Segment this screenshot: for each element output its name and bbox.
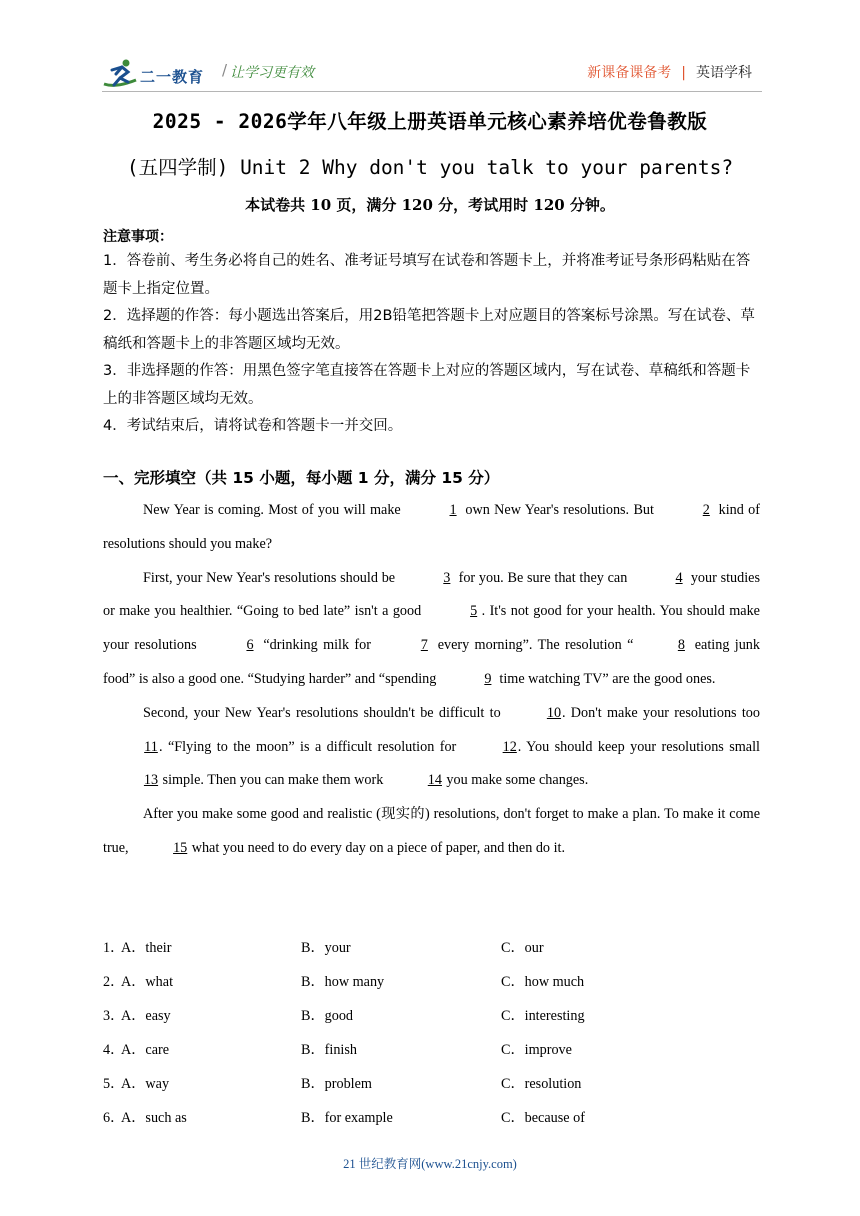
notice-item: 1．答卷前、考生务必将自己的姓名、准考证号填写在试卷和答题卡上，并将准考证号条形码粘贴在答题卡上指定位置。 xyxy=(103,253,751,297)
option-a: A．such as xyxy=(121,1110,187,1126)
option-b: B．your xyxy=(301,940,351,956)
section-heading: 一、完形填空（共 15 小题，每小题 1 分，满分 15 分） xyxy=(103,469,500,487)
option-c: C．resolution xyxy=(501,1076,582,1092)
slogan: 让学习更有效 xyxy=(230,65,314,81)
exam-info: 本试卷共 10 页，满分 120 分，考试用时 120 分钟。 xyxy=(245,196,615,214)
passage-text: own New Year's resolutions. But xyxy=(461,502,659,518)
running-figure-icon xyxy=(102,58,140,90)
question-number: 2． xyxy=(103,974,125,990)
passage-text: kind of resolutions should you make? xyxy=(103,502,760,552)
option-row xyxy=(103,1067,763,1101)
answer-blank[interactable]: 12 xyxy=(502,738,517,755)
question-number: 1． xyxy=(103,940,125,956)
passage-text: . “Flying to the moon” is a difficult resolution for xyxy=(159,738,462,755)
exam-title: 2025 - 2026学年八年级上册英语单元核心素养培优卷鲁教版 xyxy=(152,110,708,133)
option-b: B．good xyxy=(301,1008,354,1024)
passage-text: you make some changes. xyxy=(442,772,589,789)
passage-paragraph xyxy=(103,798,760,866)
answer-blank[interactable]: 5 xyxy=(470,603,478,620)
passage-text: Second, your New Year's resolutions shouldn't be difficult to xyxy=(143,704,506,721)
question-number: 5． xyxy=(103,1076,125,1092)
cloze-passage xyxy=(103,494,760,866)
answer-blank[interactable]: 15 xyxy=(173,839,188,856)
answer-blank[interactable]: 3 xyxy=(443,569,451,586)
option-b: B．finish xyxy=(301,1042,357,1058)
option-a: A．care xyxy=(121,1042,170,1058)
answer-blank[interactable]: 8 xyxy=(677,637,685,654)
notice-item: 2．选择题的作答：每小题选出答案后，用2B铅笔把答题卡上对应题目的答案标号涂黑。写在试卷、草稿纸和答题卡上的非答题区域均无效。 xyxy=(103,308,755,352)
brand-label xyxy=(587,62,752,82)
answer-blank[interactable]: 6 xyxy=(246,637,254,654)
option-row xyxy=(103,965,763,999)
question-number: 4． xyxy=(103,1042,125,1058)
answer-blank[interactable]: 9 xyxy=(484,670,492,687)
passage-text: time watching TV” are the good ones. xyxy=(495,670,716,687)
option-c: C．improve xyxy=(501,1042,572,1058)
passage-text: what you need to do every day on a piece of paper, and then do it. xyxy=(188,839,566,856)
notice-item: 3．非选择题的作答：用黑色签字笔直接答在答题卡上对应的答题区域内，写在试卷、草稿纸和答题卡上的非答题区域均无效。 xyxy=(103,363,751,407)
option-c: C．how much xyxy=(501,974,585,990)
question-number: 6． xyxy=(103,1110,125,1126)
answer-blank[interactable]: 2 xyxy=(702,502,710,518)
option-row xyxy=(103,1033,763,1067)
passage-paragraph xyxy=(103,494,760,562)
question-number: 3． xyxy=(103,1008,125,1024)
options-list xyxy=(103,931,763,1135)
logo-text: 二一教育 xyxy=(140,68,205,86)
option-a: A．easy xyxy=(121,1008,171,1024)
passage-text: eating junk food” is also a good one. “Studying harder” and “spending xyxy=(103,637,760,687)
brand-separator: | xyxy=(681,65,686,81)
passage-text: every morning”. The resolution “ xyxy=(432,637,634,654)
answer-blank[interactable]: 1 xyxy=(449,502,457,518)
notice-heading: 注意事项： xyxy=(103,229,173,245)
page-header xyxy=(102,56,762,92)
passage-text: After you make some good and realistic (现实的) resolutions, don't forget to make a plan. To make it come true, xyxy=(103,806,760,856)
passage-text: New Year is coming. Most of you will make xyxy=(143,502,406,518)
option-a: A．way xyxy=(121,1076,170,1092)
brand-course: 新课备课备考 xyxy=(587,65,672,81)
notice-item: 4．考试结束后，请将试卷和答题卡一并交回。 xyxy=(103,418,403,434)
answer-blank[interactable]: 14 xyxy=(427,772,442,789)
passage-text: . You should keep your resolutions small xyxy=(517,738,760,755)
exam-unit-title: (五四学制) Unit 2 Why don't you talk to your parents? xyxy=(126,156,734,179)
header-rule xyxy=(102,91,762,92)
answer-blank[interactable]: 4 xyxy=(675,569,683,586)
passage-text: your studies or make you healthier. “Going to bed late” isn't a good xyxy=(103,569,760,620)
option-b: B．problem xyxy=(301,1076,372,1092)
passage-text: . Don't make your resolutions too xyxy=(561,704,760,721)
passage-text: simple. Then you can make them work xyxy=(159,772,387,789)
answer-blank[interactable]: 7 xyxy=(420,637,428,654)
option-c: C．interesting xyxy=(501,1008,585,1024)
brand-subject: 英语学科 xyxy=(696,65,752,81)
option-a: A．what xyxy=(121,974,174,990)
passage-paragraph xyxy=(103,562,760,697)
option-row xyxy=(103,931,763,965)
passage-text: . It's not good for your health. You should make your resolutions xyxy=(103,603,760,654)
passage-text: First, your New Year's resolutions should be xyxy=(143,569,399,586)
option-a: A．their xyxy=(121,940,172,956)
passage-paragraph xyxy=(103,697,760,798)
header-divider: / xyxy=(222,61,228,79)
option-b: B．how many xyxy=(301,974,385,990)
passage-text: “drinking milk for xyxy=(257,637,377,654)
passage-text: for you. Be sure that they can xyxy=(454,569,632,586)
logo xyxy=(102,58,222,90)
answer-blank[interactable]: 11 xyxy=(144,738,158,755)
answer-blank[interactable]: 13 xyxy=(143,772,159,789)
option-c: C．our xyxy=(501,940,544,956)
option-row xyxy=(103,1101,763,1135)
option-row xyxy=(103,999,763,1033)
page-footer: 21 世纪教育网(www.21cnjy.com) xyxy=(343,1157,517,1171)
answer-blank[interactable]: 10 xyxy=(546,704,562,721)
option-c: C．because of xyxy=(501,1110,585,1126)
option-b: B．for example xyxy=(301,1110,393,1126)
